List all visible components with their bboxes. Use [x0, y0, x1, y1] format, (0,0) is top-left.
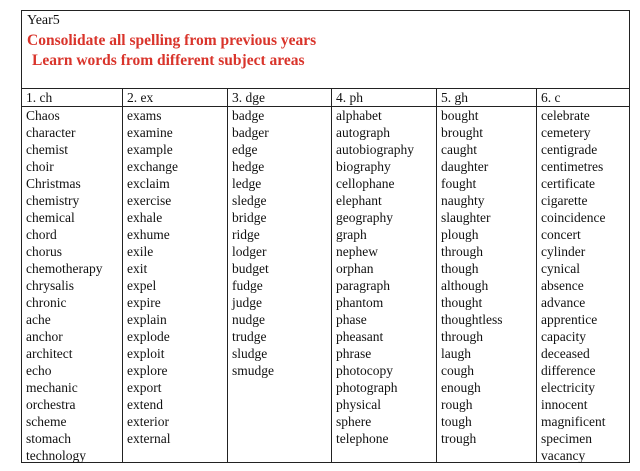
spelling-word: centimetres: [541, 159, 604, 174]
spelling-word: through: [441, 244, 483, 259]
spelling-word: scheme: [26, 414, 67, 429]
spelling-word: paragraph: [336, 278, 390, 293]
spelling-word: edge: [232, 142, 258, 157]
spelling-word: trough: [441, 431, 477, 446]
spelling-word: rough: [441, 397, 473, 412]
spelling-word: example: [127, 142, 173, 157]
spelling-word: nephew: [336, 244, 378, 259]
year-label: Year5: [27, 13, 60, 28]
column-gh: [437, 89, 537, 462]
spelling-word: cylinder: [541, 244, 586, 259]
column-ex: [123, 89, 228, 462]
spelling-word: exterior: [127, 414, 169, 429]
spelling-word: smudge: [232, 363, 274, 378]
spelling-word: cynical: [541, 261, 580, 276]
word-list: [228, 107, 331, 379]
spelling-word: echo: [26, 363, 52, 378]
spelling-word: judge: [232, 295, 262, 310]
spelling-word: absence: [541, 278, 584, 293]
spelling-word: phrase: [336, 346, 372, 361]
spelling-word: sludge: [232, 346, 268, 361]
word-list: [123, 107, 227, 447]
spelling-word: lodger: [232, 244, 267, 259]
spelling-word: chorus: [26, 244, 62, 259]
column-ph: [332, 89, 437, 462]
spelling-word: exchange: [127, 159, 178, 174]
spelling-word: autograph: [336, 125, 390, 140]
spelling-word: fudge: [232, 278, 263, 293]
spelling-word: concert: [541, 227, 581, 242]
spelling-word: bridge: [232, 210, 267, 225]
spelling-word: chronic: [26, 295, 67, 310]
spelling-word: examine: [127, 125, 173, 140]
spelling-word: phase: [336, 312, 367, 327]
spelling-word: exit: [127, 261, 148, 276]
spelling-word: chemistry: [26, 193, 80, 208]
spelling-word: exile: [127, 244, 154, 259]
spelling-word: exams: [127, 108, 162, 123]
spelling-word: apprentice: [541, 312, 598, 327]
spelling-word: chemical: [26, 210, 75, 225]
spelling-word: through: [441, 329, 483, 344]
spelling-word: exhume: [127, 227, 170, 242]
spelling-word: architect: [26, 346, 73, 361]
spelling-word: Chaos: [26, 108, 60, 123]
spelling-word: photocopy: [336, 363, 393, 378]
word-list: [437, 107, 536, 447]
word-list: [332, 107, 436, 447]
spelling-word: technology: [26, 448, 86, 463]
spelling-word: sledge: [232, 193, 267, 208]
spelling-word: explain: [127, 312, 167, 327]
column-header: 3. dge: [228, 89, 331, 107]
spelling-sheet: [21, 10, 630, 463]
column-header: 5. gh: [437, 89, 536, 107]
spelling-word: cough: [441, 363, 474, 378]
spelling-word: magnificent: [541, 414, 606, 429]
word-list: [537, 107, 629, 464]
spelling-word: naughty: [441, 193, 485, 208]
spelling-word: vacancy: [541, 448, 586, 463]
spelling-word: explore: [127, 363, 168, 378]
spelling-word: deceased: [541, 346, 590, 361]
spelling-word: orchestra: [26, 397, 76, 412]
spelling-word: tough: [441, 414, 472, 429]
spelling-word: expel: [127, 278, 157, 293]
spelling-word: difference: [541, 363, 596, 378]
spelling-word: exercise: [127, 193, 172, 208]
spelling-word: chemist: [26, 142, 68, 157]
column-header: 4. ph: [332, 89, 436, 107]
spelling-word: advance: [541, 295, 586, 310]
spelling-word: external: [127, 431, 171, 446]
spelling-word: autobiography: [336, 142, 414, 157]
spelling-word: orphan: [336, 261, 374, 276]
spelling-word: brought: [441, 125, 483, 140]
spelling-word: innocent: [541, 397, 588, 412]
spelling-word: capacity: [541, 329, 586, 344]
spelling-word: Christmas: [26, 176, 81, 191]
spelling-word: export: [127, 380, 162, 395]
objective-learn: Learn words from different subject areas: [32, 52, 305, 69]
spelling-word: daughter: [441, 159, 489, 174]
sheet-header: [22, 11, 629, 89]
spelling-word: slaughter: [441, 210, 491, 225]
spelling-word: nudge: [232, 312, 265, 327]
spelling-word: photograph: [336, 380, 398, 395]
spelling-word: specimen: [541, 431, 592, 446]
spelling-word: trudge: [232, 329, 267, 344]
spelling-word: anchor: [26, 329, 63, 344]
column-dge: [228, 89, 332, 462]
spelling-word: laugh: [441, 346, 471, 361]
spelling-word: cellophane: [336, 176, 395, 191]
spelling-word: cigarette: [541, 193, 588, 208]
spelling-word: chemotherapy: [26, 261, 103, 276]
spelling-word: sphere: [336, 414, 372, 429]
spelling-word: pheasant: [336, 329, 384, 344]
spelling-word: physical: [336, 397, 381, 412]
spelling-word: centigrade: [541, 142, 598, 157]
spelling-word: exclaim: [127, 176, 170, 191]
spelling-word: choir: [26, 159, 54, 174]
spelling-word: enough: [441, 380, 481, 395]
column-c: [537, 89, 629, 462]
spelling-word: explode: [127, 329, 170, 344]
spelling-word: cemetery: [541, 125, 591, 140]
spelling-word: although: [441, 278, 489, 293]
spelling-word: badge: [232, 108, 265, 123]
spelling-word: telephone: [336, 431, 389, 446]
spelling-word: thoughtless: [441, 312, 503, 327]
spelling-word: plough: [441, 227, 479, 242]
spelling-word: coincidence: [541, 210, 606, 225]
column-header: 2. ex: [123, 89, 227, 107]
column-ch: [22, 89, 123, 462]
spelling-word: hedge: [232, 159, 265, 174]
column-header: 6. c: [537, 89, 629, 107]
spelling-word: fought: [441, 176, 477, 191]
spelling-word: though: [441, 261, 479, 276]
spelling-word: ledge: [232, 176, 262, 191]
word-columns: [22, 89, 629, 462]
spelling-word: ridge: [232, 227, 260, 242]
spelling-word: bought: [441, 108, 479, 123]
spelling-word: phantom: [336, 295, 384, 310]
column-header: 1. ch: [22, 89, 122, 107]
objective-consolidate: Consolidate all spelling from previous years: [27, 32, 317, 49]
spelling-word: exploit: [127, 346, 165, 361]
spelling-word: graph: [336, 227, 367, 242]
spelling-word: budget: [232, 261, 269, 276]
spelling-word: electricity: [541, 380, 595, 395]
word-list: [22, 107, 122, 464]
spelling-word: chrysalis: [26, 278, 74, 293]
spelling-word: expire: [127, 295, 161, 310]
spelling-word: extend: [127, 397, 163, 412]
spelling-word: certificate: [541, 176, 595, 191]
spelling-word: chord: [26, 227, 57, 242]
spelling-word: stomach: [26, 431, 71, 446]
spelling-word: exhale: [127, 210, 163, 225]
spelling-word: character: [26, 125, 76, 140]
spelling-word: elephant: [336, 193, 382, 208]
spelling-word: badger: [232, 125, 269, 140]
spelling-word: alphabet: [336, 108, 382, 123]
spelling-word: geography: [336, 210, 393, 225]
spelling-word: celebrate: [541, 108, 590, 123]
spelling-word: mechanic: [26, 380, 78, 395]
spelling-word: biography: [336, 159, 391, 174]
spelling-word: ache: [26, 312, 51, 327]
spelling-word: caught: [441, 142, 477, 157]
spelling-word: thought: [441, 295, 483, 310]
